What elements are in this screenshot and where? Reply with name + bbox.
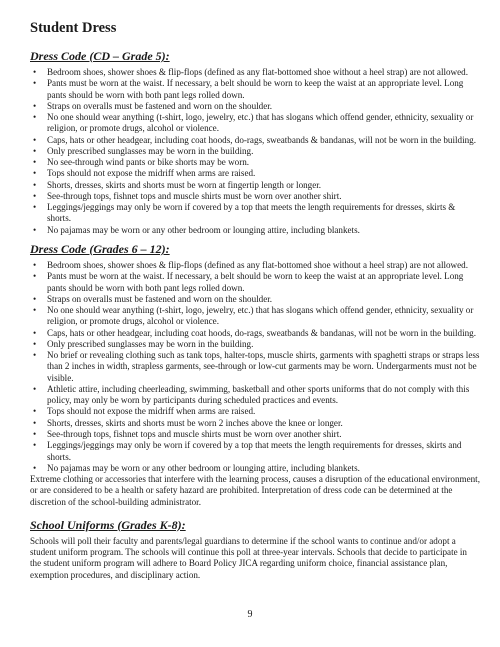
list-item: • Only prescribed sunglasses may be worn in the building. — [30, 339, 480, 350]
list-item: • Leggings/jeggings may only be worn if covered by a top that meets the length requirements for dresses, skirts and shorts. — [30, 440, 480, 463]
list-item: • Straps on overalls must be fastened and worn on the shoulder. — [30, 294, 480, 305]
list-item: • Shorts, dresses, skirts and shorts must be worn 2 inches above the knee or longer. — [30, 418, 480, 429]
list-item: • Athletic attire, including cheerleading, swimming, basketball and other sports uniforms that do not comply with this policy, may only be worn by participants during scheduled practices and events. — [30, 384, 480, 407]
list-item: • No pajamas may be worn or any other bedroom or lounging attire, including blankets. — [30, 463, 480, 474]
list-item: • Caps, hats or other headgear, including coat hoods, do-rags, sweatbands & bandanas, will not be worn in the building. — [30, 135, 480, 146]
list-item: • Only prescribed sunglasses may be worn in the building. — [30, 146, 480, 157]
list-item: • Caps, hats or other headgear, including coat hoods, do-rags, sweatbands & bandanas, will not be worn in the building. — [30, 328, 480, 339]
section-heading-grade-cd-5: Dress Code (CD – Grade 5): — [30, 49, 170, 63]
list-item: • No see-through wind pants or bike shorts may be worn. — [30, 157, 480, 168]
document-title: Student Dress — [30, 20, 117, 36]
dress-code-closing-paragraph: Extreme clothing or accessories that interfere with the learning process, causes a disruption of the educational environment, or are considered to be a health or safety hazard are prohibited. Interpretation of dress code can be determined at the discretion of the school-building administrator. — [30, 474, 480, 507]
list-item: • No one should wear anything (t-shirt, logo, jewelry, etc.) that has slogans which offend gender, ethnicity, sexuality or religion, or promote drugs, alcohol or violence. — [30, 305, 480, 328]
list-item: • No pajamas may be worn or any other bedroom or lounging attire, including blankets. — [30, 225, 480, 236]
list-item: • Leggings/jeggings may only be worn if covered by a top that meets the length requirements for dresses, skirts & shorts. — [30, 202, 480, 225]
dress-code-list-cd-5 — [30, 67, 480, 236]
list-item: • Bedroom shoes, shower shoes & flip-flops (defined as any flat-bottomed shoe without a heel strap) are not allowed. — [30, 67, 480, 78]
list-item: • Bedroom shoes, shower shoes & flip-flops (defined as any flat-bottomed shoe without a heel strap) are not allowed. — [30, 260, 480, 271]
section-heading-grades-6-12: Dress Code (Grades 6 – 12): — [30, 241, 170, 256]
list-item: • Straps on overalls must be fastened and worn on the shoulder. — [30, 101, 480, 112]
list-item: • No brief or revealing clothing such as tank tops, halter-tops, muscle shirts, garments with spaghetti straps or straps less than 2 inches in width, strapless garments, see-through or low-cut garments may be worn. Undergarments must not be visible. — [30, 350, 480, 384]
section-heading-school-uniforms: School Uniforms (Grades K-8): — [30, 517, 186, 532]
dress-code-list-6-12 — [30, 260, 480, 474]
list-item: • Pants must be worn at the waist. If necessary, a belt should be worn to keep the waist at an appropriate level. Long pants should be worn with both pant legs rolled down. — [30, 271, 480, 294]
list-item: • Tops should not expose the midriff when arms are raised. — [30, 168, 480, 179]
list-item: • Pants must be worn at the waist. If necessary, a belt should be worn to keep the waist at an appropriate level. Long pants should be worn with both pant legs rolled down. — [30, 78, 480, 101]
document-body — [30, 20, 480, 591]
school-uniforms-paragraph: Schools will poll their faculty and parents/legal guardians to determine if the school wants to continue and/or adopt a student uniform program. The schools will continue this poll at three-year intervals. Schools that decide to participate in the student uniform program will adhere to Board Policy JICA regarding uniform choice, financial assistance plan, exemption procedures, and disciplinary action. — [30, 535, 467, 580]
list-item: • See-through tops, fishnet tops and muscle shirts must be worn over another shirt. — [30, 429, 480, 440]
list-item: • Tops should not expose the midriff when arms are raised. — [30, 406, 480, 417]
list-item: • Shorts, dresses, skirts and shorts must be worn at fingertip length or longer. — [30, 180, 480, 191]
list-item: • No one should wear anything (t-shirt, logo, jewelry, etc.) that has slogans which offend gender, ethnicity, sexuality or religion, or promote drugs, alcohol or violence. — [30, 112, 480, 135]
page-number: 9 — [247, 609, 253, 620]
list-item: • See-through tops, fishnet tops and muscle shirts must be worn over another shirt. — [30, 191, 480, 202]
